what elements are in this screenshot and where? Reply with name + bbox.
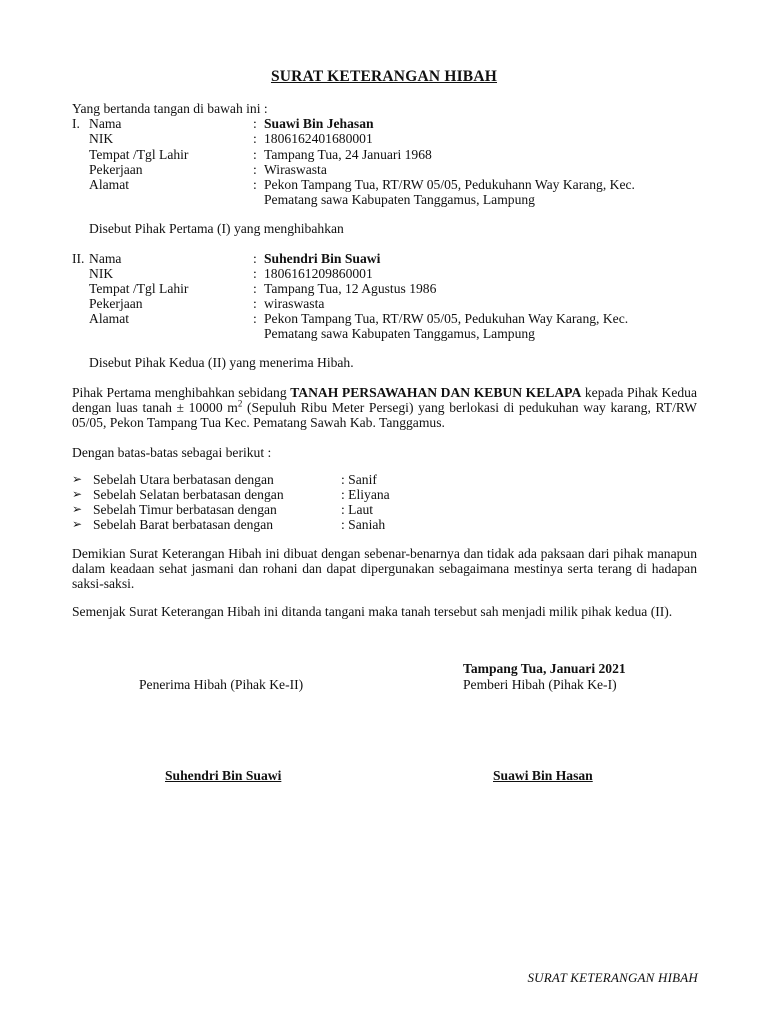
party-two-address-cont: Pematang sawa Kabupaten Tanggamus, Lampung: [264, 326, 535, 341]
closing-paragraph-1: Demikian Surat Keterangan Hibah ini dibuat dengan sebenar-benarnya dan tidak ada paksaan dari pihak manapun dalam keadaan sehat jasmani dan rohani dan dapat dipergunakan sebagaimana mestinya serta terang di hadapan saksi-saksi.: [72, 546, 697, 591]
party-two-birth-row: [72, 281, 712, 296]
grant-land-type: TANAH PERSAWAHAN DAN KEBUN KELAPA: [290, 385, 582, 400]
border-item: [72, 487, 492, 502]
place-date: Tampang Tua, Januari 2021: [463, 661, 626, 676]
party-two-birth: Tampang Tua, 12 Agustus 1986: [264, 281, 437, 296]
border-value: : Eliyana: [341, 487, 390, 502]
field-label: Alamat: [89, 311, 130, 326]
field-label: Tempat /Tgl Lahir: [89, 147, 189, 162]
party-two-job-row: [72, 296, 712, 311]
field-label: Pekerjaan: [89, 296, 143, 311]
party-two-address: Pekon Tampang Tua, RT/RW 05/05, Pedukuhan Way Karang, Kec.: [264, 311, 629, 326]
border-label: Sebelah Utara berbatasan dengan: [93, 472, 274, 487]
party-two-address-row: [72, 311, 712, 326]
party-one-nik-row: [72, 131, 712, 146]
party-one-caption: Disebut Pihak Pertama (I) yang menghibahkan: [89, 221, 344, 236]
receiver-name: Suhendri Bin Suawi: [165, 768, 282, 783]
field-colon: :: [253, 251, 257, 266]
party-two-caption: Disebut Pihak Kedua (II) yang menerima Hibah.: [89, 355, 354, 370]
field-colon: :: [253, 311, 257, 326]
party-one-address-row-2: [72, 192, 712, 207]
party-two-name-row: [72, 251, 712, 266]
field-label: NIK: [89, 131, 114, 146]
bullet-arrow-icon: ➢: [72, 472, 83, 486]
party-one-job: Wiraswasta: [264, 162, 327, 177]
party-one-address-cont: Pematang sawa Kabupaten Tanggamus, Lampung: [264, 192, 535, 207]
border-label: Sebelah Barat berbatasan dengan: [93, 517, 274, 532]
border-value: : Saniah: [341, 517, 386, 532]
field-label: Tempat /Tgl Lahir: [89, 281, 189, 296]
field-colon: :: [253, 177, 257, 192]
party-one-nik: 1806162401680001: [264, 131, 373, 146]
grant-text-1: Pihak Pertama menghibahkan sebidang: [72, 385, 291, 400]
party-one-job-row: [72, 162, 712, 177]
field-colon: :: [253, 147, 257, 162]
document-title: SURAT KETERANGAN HIBAH: [270, 68, 498, 85]
border-item: [72, 472, 492, 487]
field-label: Nama: [89, 116, 122, 131]
party-two-name: Suhendri Bin Suawi: [264, 251, 381, 266]
field-label: Alamat: [89, 177, 130, 192]
field-label: Pekerjaan: [89, 162, 143, 177]
border-value: : Laut: [341, 502, 374, 517]
party-one-name: Suawi Bin Jehasan: [264, 116, 374, 131]
bullet-arrow-icon: ➢: [72, 517, 83, 531]
grant-text-3: (Sepuluh Ribu Meter Persegi) yang berlokasi di pedukuhan way karang, RT/RW 05/05, Pekon Tampang Tua Kec. Pematang Sawah Kab. Tanggamus.: [72, 400, 697, 430]
page-footer: SURAT KETERANGAN HIBAH: [527, 970, 698, 985]
field-colon: :: [253, 281, 257, 296]
party-two-job: wiraswasta: [264, 296, 325, 311]
giver-role: Pemberi Hibah (Pihak Ke-I): [463, 677, 617, 692]
border-item: [72, 502, 492, 517]
party-two-nik-row: [72, 266, 712, 281]
party-two-nik: 1806161209860001: [264, 266, 373, 281]
border-label: Sebelah Selatan berbatasan dengan: [93, 487, 284, 502]
giver-name: Suawi Bin Hasan: [493, 768, 593, 783]
border-item: [72, 517, 492, 532]
field-colon: :: [253, 131, 257, 146]
party-one-address: Pekon Tampang Tua, RT/RW 05/05, Pedukuhann Way Karang, Kec.: [264, 177, 635, 192]
intro-text: Yang bertanda tangan di bawah ini :: [72, 101, 268, 116]
field-colon: :: [253, 296, 257, 311]
party-one-address-row: [72, 177, 712, 192]
field-colon: :: [253, 266, 257, 281]
grant-text-2: kepada Pihak Kedua dengan luas tanah ± 10000 m: [72, 385, 697, 415]
field-colon: :: [253, 162, 257, 177]
closing-paragraph-2: Semenjak Surat Keterangan Hibah ini ditanda tangani maka tanah tersebut sah menjadi milik pihak kedua (II).: [72, 604, 673, 619]
party-two-address-row-2: [72, 326, 712, 341]
border-value: : Sanif: [341, 472, 377, 487]
bullet-arrow-icon: ➢: [72, 487, 83, 501]
party-one-name-row: [72, 116, 712, 131]
party-two-number: II.: [72, 251, 85, 266]
party-one-birth: Tampang Tua, 24 Januari 1968: [264, 147, 432, 162]
field-label: NIK: [89, 266, 114, 281]
bullet-arrow-icon: ➢: [72, 502, 83, 516]
receiver-role: Penerima Hibah (Pihak Ke-II): [139, 677, 304, 692]
grant-superscript: 2: [237, 398, 243, 409]
field-label: Nama: [89, 251, 122, 266]
party-one-birth-row: [72, 147, 712, 162]
border-label: Sebelah Timur berbatasan dengan: [93, 502, 277, 517]
borders-intro: Dengan batas-batas sebagai berikut :: [72, 445, 272, 460]
grant-paragraph: [72, 385, 697, 430]
party-one-number: I.: [72, 116, 80, 131]
field-colon: :: [253, 116, 257, 131]
